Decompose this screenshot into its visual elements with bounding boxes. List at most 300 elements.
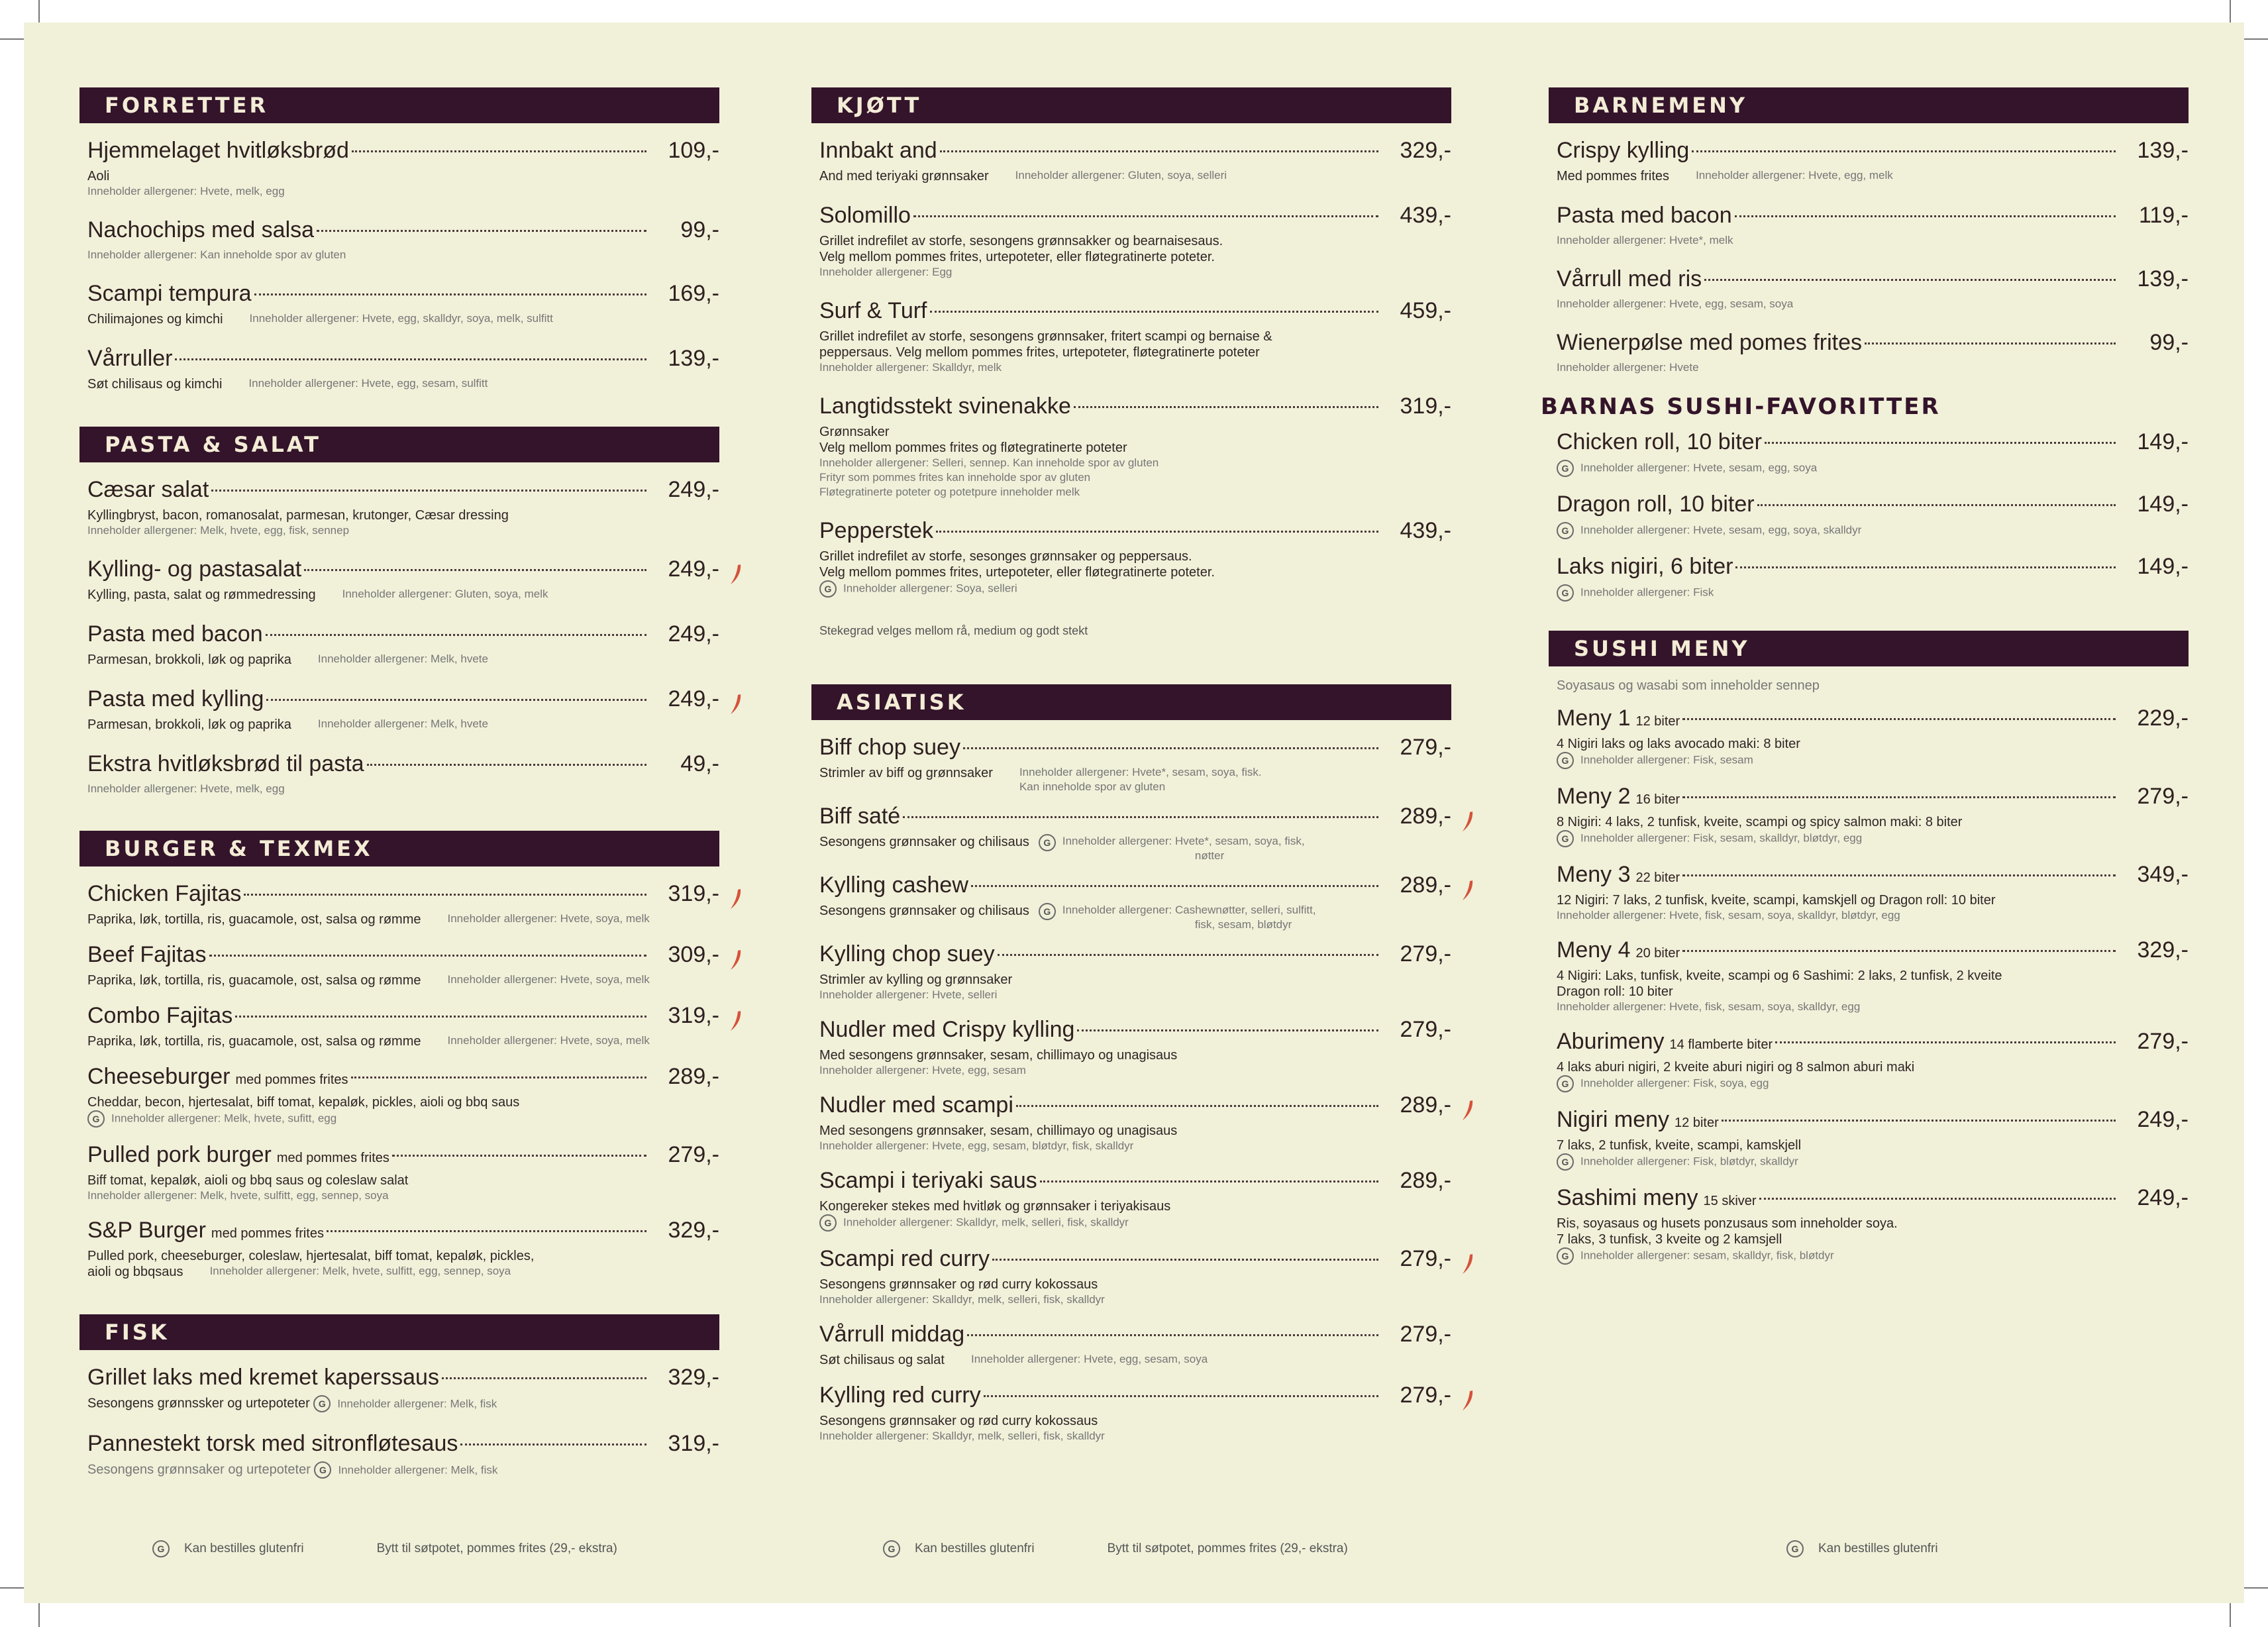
item-desc: 4 Nigiri laks og laks avocado maki: 8 biter xyxy=(1557,737,1800,751)
item-price: 99,- xyxy=(680,217,719,242)
section-pasta-salat xyxy=(79,427,719,796)
item-desc: Strimler av biff og grønnsaker xyxy=(819,766,993,780)
menu-item xyxy=(811,941,1451,1002)
item-desc: Biff tomat, kepaløk, aioli og bbq saus og coleslaw salat xyxy=(87,1173,409,1188)
item-desc: 7 laks, 2 tunfisk, kveite, scampi, kamskjell xyxy=(1557,1138,1802,1153)
item-allergy: Inneholder allergener: Hvete, egg, sesam xyxy=(819,1064,1026,1076)
item-desc: Sesongens grønnsaker og rød curry kokossaus xyxy=(819,1414,1098,1428)
menu-item xyxy=(79,1218,719,1280)
menu-item xyxy=(1549,138,2189,184)
item-allergy-2: Frityr som pommes frites kan inneholde spor av gluten xyxy=(819,471,1091,484)
chili-icon xyxy=(1461,1099,1475,1122)
item-allergy: Inneholder allergener: Fisk xyxy=(1580,586,1714,599)
menu-item xyxy=(811,394,1451,499)
item-name: Chicken Fajitas xyxy=(87,881,242,906)
item-name: Hjemmelaget hvitløksbrød xyxy=(87,138,349,163)
section-asiatisk xyxy=(811,684,1451,1443)
item-allergy: Inneholder allergener: Gluten, soya, melk xyxy=(342,588,548,600)
item-desc: 12 Nigiri: 7 laks, 2 tunfisk, kveite, scampi, kamskjell og Dragon roll: 10 biter xyxy=(1557,893,1996,908)
item-price: 349,- xyxy=(2137,862,2189,887)
item-name: Nudler med scampi xyxy=(819,1092,1013,1118)
section-title: ASIATISK xyxy=(811,684,1451,720)
item-allergy: Inneholder allergener: Kan inneholde spor av gluten xyxy=(87,248,346,261)
item-name: Langtidsstekt svinenakke xyxy=(819,394,1071,419)
crop-mark xyxy=(38,1603,40,1627)
menu-item xyxy=(79,881,719,927)
gluten-free-icon: G xyxy=(1557,1153,1574,1171)
item-suffix: med pommes frites xyxy=(235,1073,348,1087)
item-price: 169,- xyxy=(668,281,719,306)
item-price: 289,- xyxy=(1400,1092,1451,1118)
item-name: Kylling chop suey xyxy=(819,941,995,967)
menu-item xyxy=(811,518,1451,598)
gluten-free-icon: G xyxy=(1557,1075,1574,1092)
item-desc: Søt chilisaus og salat xyxy=(819,1353,945,1367)
item-suffix: med pommes frites xyxy=(211,1226,324,1241)
item-name: Meny 4 xyxy=(1557,937,1631,963)
menu-item xyxy=(811,804,1451,863)
item-desc: Kongereker stekes med hvitløk og grønnsaker i teriyakisaus xyxy=(819,1199,1171,1214)
gluten-free-icon: G xyxy=(1786,1540,1804,1557)
item-name: Dragon roll, 10 biter xyxy=(1557,492,1755,517)
gluten-free-icon: G xyxy=(819,1214,837,1232)
item-name: Pasta med bacon xyxy=(87,621,263,647)
item-allergy-3: Fløtegratinerte poteter og potetpure inneholder melk xyxy=(819,486,1080,498)
chili-icon xyxy=(729,693,743,715)
menu-item xyxy=(1549,330,2189,375)
section-title: KJØTT xyxy=(811,87,1451,123)
item-name: Meny 1 xyxy=(1557,706,1631,731)
item-name: Nudler med Crispy kylling xyxy=(819,1017,1075,1042)
item-name: Scampi red curry xyxy=(819,1246,990,1271)
item-allergy-2: nøtter xyxy=(1194,849,1225,862)
section-forretter xyxy=(79,87,719,392)
gluten-free-icon: G xyxy=(87,1110,105,1128)
menu-item xyxy=(79,751,719,796)
item-price: 279,- xyxy=(1400,1017,1451,1042)
item-name: Vårrull middag xyxy=(819,1322,965,1347)
item-name: Pasta med bacon xyxy=(1557,203,1732,228)
item-price: 329,- xyxy=(2137,937,2189,963)
item-allergy: Inneholder allergener: Melk, hvete, egg, fisk, sennep xyxy=(87,524,350,537)
item-name: Chicken roll, 10 biter xyxy=(1557,429,1762,454)
item-price: 149,- xyxy=(2137,492,2189,517)
item-name: Scampi tempura xyxy=(87,281,252,306)
item-allergy: Inneholder allergener: Selleri, sennep. Kan inneholde spor av gluten xyxy=(819,456,1159,469)
menu-item xyxy=(811,138,1451,184)
item-price: 329,- xyxy=(668,1218,719,1243)
item-allergy: Inneholder allergener: Hvete*, sesam, soya, fisk, xyxy=(1062,835,1305,847)
item-name: Pannestekt torsk med sitronfløtesaus xyxy=(87,1431,458,1456)
item-allergy: Inneholder allergener: Fisk, sesam xyxy=(1580,753,1753,766)
chili-icon xyxy=(729,1010,743,1032)
item-allergy: Inneholder allergener: Hvete, fisk, sesam, soya, skalldyr, egg xyxy=(1557,1000,1861,1013)
item-desc: Grønnsaker xyxy=(819,425,890,439)
menu-item xyxy=(1549,554,2189,602)
item-allergy: Inneholder allergener: Hvete, soya, melk xyxy=(447,912,650,925)
item-desc: Parmesan, brokkoli, løk og paprika xyxy=(87,653,291,667)
item-desc: Sesongens grønnsaker og chilisaus xyxy=(819,835,1029,849)
menu-item xyxy=(1549,492,2189,539)
item-allergy: Inneholder allergener: Hvete, sesam, egg, soya xyxy=(1580,461,1818,474)
item-price: 279,- xyxy=(2137,1029,2189,1054)
menu-item xyxy=(1549,937,2189,1014)
footer-glutenfree: Kan bestilles glutenfri xyxy=(915,1542,1035,1555)
section-barnas-sushi xyxy=(1541,394,2189,602)
item-price: 439,- xyxy=(1400,518,1451,543)
item-allergy: Inneholder allergener: Melk, fisk xyxy=(338,1463,498,1477)
item-desc-2: peppersaus. Velg mellom pommes frites, urtepoteter, fløtegratinerte poteter xyxy=(819,345,1260,360)
menu-item xyxy=(1549,784,2189,847)
gluten-free-icon: G xyxy=(883,1540,900,1557)
section-title: BURGER & TEXMEX xyxy=(79,831,719,866)
item-name: Biff saté xyxy=(819,804,901,829)
sushi-intro: Soyasaus og wasabi som inneholder sennep xyxy=(1557,678,1820,693)
menu-item xyxy=(1549,203,2189,248)
item-desc: Ris, soyasaus og husets ponzusaus som inneholder soya. xyxy=(1557,1216,1898,1231)
item-price: 249,- xyxy=(668,477,719,502)
item-name: Sashimi meny xyxy=(1557,1185,1698,1210)
gluten-free-icon: G xyxy=(314,1461,331,1479)
menu-item xyxy=(811,203,1451,280)
item-allergy: Inneholder allergener: Hvete, egg, sesam, bløtdyr, fisk, skalldyr xyxy=(819,1139,1134,1152)
item-allergy: Inneholder allergener: Egg xyxy=(819,266,953,278)
item-allergy: Inneholder allergener: Hvete, soya, melk xyxy=(447,973,650,986)
section-burger-texmex xyxy=(79,831,719,1280)
gluten-free-icon: G xyxy=(1557,522,1574,539)
item-price: 319,- xyxy=(1400,394,1451,419)
item-desc: Med pommes frites xyxy=(1557,169,1670,184)
item-desc: Aoli xyxy=(87,169,110,184)
menu-item xyxy=(811,1383,1451,1443)
item-allergy: Inneholder allergener: Fisk, soya, egg xyxy=(1580,1076,1769,1090)
item-desc-2: Velg mellom pommes frites, urtepoteter, eller fløtegratinerte poteter. xyxy=(819,565,1215,580)
item-desc: Pulled pork, cheeseburger, coleslaw, hjertesalat, biff tomat, kepaløk, pickles, xyxy=(87,1249,535,1263)
item-allergy: Inneholder allergener: Melk, hvete, sufitt, egg xyxy=(111,1112,337,1125)
item-allergy: Inneholder allergener: Hvete, egg, sesam, soya xyxy=(970,1353,1208,1365)
item-desc: Strimler av kylling og grønnsaker xyxy=(819,972,1013,987)
item-price: 119,- xyxy=(2139,203,2189,228)
item-allergy: Inneholder allergener: Hvete, soya, melk xyxy=(447,1034,650,1047)
item-desc: Sesongens grønnssker og urtepoteter xyxy=(87,1396,310,1411)
item-name: Kylling- og pastasalat xyxy=(87,556,302,582)
item-name: Surf & Turf xyxy=(819,298,927,323)
menu-item xyxy=(79,477,719,538)
item-allergy: Inneholder allergener: Hvete, melk, egg xyxy=(87,185,285,197)
item-name: Nachochips med salsa xyxy=(87,217,315,242)
item-desc: Søt chilisaus og kimchi xyxy=(87,377,223,392)
item-allergy: Inneholder allergener: Soya, selleri xyxy=(843,582,1017,595)
item-price: 249,- xyxy=(668,556,719,582)
item-price: 289,- xyxy=(668,1064,719,1089)
item-suffix: 20 biter xyxy=(1635,946,1680,961)
crop-mark xyxy=(0,38,24,40)
gluten-free-icon: G xyxy=(1039,834,1056,851)
item-price: 329,- xyxy=(1400,138,1451,163)
item-name: Vårruller xyxy=(87,346,173,371)
item-name: Biff chop suey xyxy=(819,735,960,760)
menu-item xyxy=(811,1322,1451,1368)
item-name: Laks nigiri, 6 biter xyxy=(1557,554,1733,579)
item-desc: Sesongens grønnsaker og urtepoteter xyxy=(87,1462,311,1477)
item-suffix: 15 skiver xyxy=(1703,1194,1757,1208)
item-allergy: Inneholder allergener: Fisk, bløtdyr, skalldyr xyxy=(1580,1155,1798,1168)
item-price: 149,- xyxy=(2137,554,2189,579)
menu-item xyxy=(1549,706,2189,769)
menu-item xyxy=(1549,1107,2189,1171)
item-desc: Sesongens grønnsaker og chilisaus xyxy=(819,904,1029,918)
item-price: 279,- xyxy=(1400,1383,1451,1408)
item-allergy: Inneholder allergener: Hvete, melk, egg xyxy=(87,782,285,795)
item-allergy: Inneholder allergener: Hvete xyxy=(1557,361,1699,374)
item-name: Aburimeny xyxy=(1557,1029,1665,1054)
item-name: Scampi i teriyaki saus xyxy=(819,1168,1037,1193)
section-title: BARNAS SUSHI-FAVORITTER xyxy=(1541,394,1941,420)
item-price: 279,- xyxy=(1400,735,1451,760)
chili-icon xyxy=(1461,879,1475,902)
menu-item xyxy=(79,346,719,392)
item-desc: Kylling, pasta, salat og rømmedressing xyxy=(87,588,316,602)
item-name: Crispy kylling xyxy=(1557,138,1690,163)
crop-mark xyxy=(2244,1587,2268,1589)
item-price: 249,- xyxy=(2137,1185,2189,1210)
item-allergy: Inneholder allergener: Melk, hvete xyxy=(317,717,488,730)
menu-item xyxy=(79,1365,719,1412)
gluten-free-icon: G xyxy=(1557,752,1574,769)
gluten-free-icon: G xyxy=(1557,460,1574,477)
footer-glutenfree: Kan bestilles glutenfri xyxy=(1818,1542,1938,1555)
item-allergy: Inneholder allergener: Gluten, soya, selleri xyxy=(1015,169,1227,182)
item-desc: 4 Nigiri: Laks, tunfisk, kveite, scampi og 6 Sashimi: 2 laks, 2 tunfisk, 2 kveite xyxy=(1557,969,2002,983)
item-allergy-2: fisk, sesam, bløtdyr xyxy=(1194,918,1292,931)
item-allergy: Inneholder allergener: Cashewnøtter, selleri, sulfitt, xyxy=(1062,904,1316,916)
item-name: Pulled pork burger xyxy=(87,1142,272,1167)
gluten-free-icon: G xyxy=(1557,830,1574,847)
item-name: Pepperstek xyxy=(819,518,933,543)
item-price: 249,- xyxy=(668,686,719,711)
doneness-note: Stekegrad velges mellom rå, medium og godt stekt xyxy=(819,624,1088,637)
item-price: 279,- xyxy=(2137,784,2189,809)
menu-item xyxy=(79,1431,719,1479)
menu-item xyxy=(811,298,1451,375)
item-allergy: Inneholder allergener: Melk, hvete, sulfitt, egg, sennep, soya xyxy=(87,1189,389,1202)
item-name: Beef Fajitas xyxy=(87,942,207,967)
footer-glutenfree: Kan bestilles glutenfri xyxy=(184,1542,304,1555)
item-price: 279,- xyxy=(1400,1246,1451,1271)
item-desc-2: Dragon roll: 10 biter xyxy=(1557,984,1673,999)
item-desc: Med sesongens grønnsaker, sesam, chillimayo og unagisaus xyxy=(819,1048,1178,1063)
menu-item xyxy=(811,872,1451,932)
menu-item xyxy=(79,281,719,327)
item-name: Cheeseburger xyxy=(87,1064,231,1089)
item-desc: Sesongens grønnsaker og rød curry kokossaus xyxy=(819,1277,1098,1292)
item-allergy: Inneholder allergener: Hvete, egg, sesam, soya xyxy=(1557,297,1794,310)
item-name: Cæsar salat xyxy=(87,477,209,502)
item-suffix: 12 biter xyxy=(1635,714,1680,729)
item-price: 149,- xyxy=(2137,429,2189,454)
chili-icon xyxy=(1461,1253,1475,1275)
gluten-free-icon: G xyxy=(1039,903,1056,920)
item-name: Meny 2 xyxy=(1557,784,1631,809)
item-name: S&P Burger xyxy=(87,1218,206,1243)
item-desc: Grillet indrefilet av storfe, sesongens grønnsaker, fritert scampi og bernaise & xyxy=(819,329,1272,344)
menu-item xyxy=(79,556,719,603)
item-desc-2: 7 laks, 3 tunfisk, 3 kveite og 2 kamsjell xyxy=(1557,1232,1782,1247)
item-allergy: Inneholder allergener: sesam, skalldyr, fisk, bløtdyr xyxy=(1580,1249,1834,1262)
item-price: 289,- xyxy=(1400,872,1451,898)
menu-item xyxy=(811,1092,1451,1153)
menu-item xyxy=(79,1064,719,1128)
item-price: 279,- xyxy=(1400,941,1451,967)
item-price: 139,- xyxy=(2137,266,2189,291)
menu-item xyxy=(811,1168,1451,1232)
menu-item xyxy=(811,1017,1451,1078)
crop-mark xyxy=(38,0,40,23)
item-allergy: Inneholder allergener: Hvete, selleri xyxy=(819,988,998,1001)
menu-item xyxy=(79,942,719,988)
item-desc: 8 Nigiri: 4 laks, 2 tunfisk, kveite, scampi og spicy salmon maki: 8 biter xyxy=(1557,815,1963,829)
section-barnemeny xyxy=(1549,87,2189,375)
item-name: Combo Fajitas xyxy=(87,1003,233,1028)
item-price: 329,- xyxy=(668,1365,719,1390)
item-suffix: 14 flamberte biter xyxy=(1669,1037,1773,1052)
item-price: 139,- xyxy=(668,346,719,371)
menu-item xyxy=(79,1003,719,1049)
gluten-free-icon: G xyxy=(819,580,837,598)
menu-item xyxy=(811,735,1451,794)
menu-item xyxy=(1549,266,2189,311)
item-price: 249,- xyxy=(2137,1107,2189,1132)
item-desc: Paprika, løk, tortilla, ris, guacamole, ost, salsa og rømme xyxy=(87,973,421,988)
menu-item xyxy=(1549,862,2189,923)
menu-item xyxy=(1549,1029,2189,1092)
item-allergy: Inneholder allergener: Hvete, egg, melk xyxy=(1696,169,1893,182)
item-price: 249,- xyxy=(668,621,719,647)
item-price: 49,- xyxy=(680,751,719,776)
item-name: Solomillo xyxy=(819,203,911,228)
item-price: 439,- xyxy=(1400,203,1451,228)
section-fisk xyxy=(79,1314,719,1479)
item-price: 319,- xyxy=(668,881,719,906)
section-title: SUSHI MENY xyxy=(1549,631,2189,666)
item-desc: Kyllingbryst, bacon, romanosalat, parmesan, krutonger, Cæsar dressing xyxy=(87,508,509,523)
gluten-free-icon: G xyxy=(1557,1247,1574,1265)
section-title: FORRETTER xyxy=(79,87,719,123)
item-price: 229,- xyxy=(2137,706,2189,731)
item-price: 279,- xyxy=(668,1142,719,1167)
item-price: 289,- xyxy=(1400,804,1451,829)
item-allergy-2: Kan inneholde spor av gluten xyxy=(1019,780,1166,793)
item-desc: Grillet indrefilet av storfe, sesongens grønnsakker og bearnaisesaus. xyxy=(819,234,1223,248)
section-sushi-meny xyxy=(1549,631,2189,1265)
item-name: Grillet laks med kremet kaperssaus xyxy=(87,1365,439,1390)
crop-mark xyxy=(0,1587,24,1589)
item-desc: Med sesongens grønnsaker, sesam, chillimayo og unagisaus xyxy=(819,1124,1178,1138)
menu-item xyxy=(79,217,719,262)
item-allergy: Inneholder allergener: Skalldyr, melk, selleri, fisk, skalldyr xyxy=(843,1216,1129,1229)
item-allergy: Inneholder allergener: Hvete*, sesam, soya, fisk. xyxy=(1019,766,1262,778)
item-price: 319,- xyxy=(668,1431,719,1456)
crop-mark xyxy=(2230,0,2231,23)
gluten-free-icon: G xyxy=(152,1540,170,1557)
item-allergy: Inneholder allergener: Hvete, fisk, sesam, soya, skalldyr, bløtdyr, egg xyxy=(1557,909,1900,921)
chili-icon xyxy=(729,888,743,910)
item-desc: And med teriyaki grønnsaker xyxy=(819,169,989,184)
footer-swap: Bytt til søtpotet, pommes frites (29,- ekstra) xyxy=(1107,1542,1348,1555)
chili-icon xyxy=(729,563,743,586)
item-desc: Cheddar, becon, hjertesalat, biff tomat, kepaløk, pickles, aioli og bbq saus xyxy=(87,1095,520,1110)
item-desc: Paprika, løk, tortilla, ris, guacamole, ost, salsa og rømme xyxy=(87,1034,421,1049)
item-desc: Parmesan, brokkoli, løk og paprika xyxy=(87,717,291,732)
section-title: BARNEMENY xyxy=(1549,87,2189,123)
item-allergy: Inneholder allergener: Fisk, sesam, skalldyr, bløtdyr, egg xyxy=(1580,831,1863,845)
item-name: Pasta med kylling xyxy=(87,686,264,711)
item-desc-2: Velg mellom pommes frites, urtepoteter, eller fløtegratinerte poteter. xyxy=(819,250,1215,264)
item-name: Meny 3 xyxy=(1557,862,1631,887)
crop-mark xyxy=(2230,1603,2231,1627)
item-desc-2: aioli og bbqsaus xyxy=(87,1265,183,1279)
crop-mark xyxy=(2244,38,2268,40)
item-suffix: 16 biter xyxy=(1635,792,1680,807)
item-allergy: Inneholder allergener: Skalldyr, melk xyxy=(819,361,1002,374)
chili-icon xyxy=(729,949,743,971)
item-allergy: Inneholder allergener: Skalldyr, melk, selleri, fisk, skalldyr xyxy=(819,1430,1105,1442)
item-allergy: Inneholder allergener: Melk, hvete, sulfitt, egg, sennep, soya xyxy=(209,1265,511,1277)
column-right xyxy=(1541,87,2189,1299)
chili-icon xyxy=(1461,810,1475,833)
item-name: Kylling cashew xyxy=(819,872,968,898)
item-price: 139,- xyxy=(2137,138,2189,163)
item-price: 319,- xyxy=(668,1003,719,1028)
item-suffix: 22 biter xyxy=(1635,870,1680,885)
item-price: 289,- xyxy=(1400,1168,1451,1193)
footer-middle xyxy=(883,1540,1348,1557)
section-title: FISK xyxy=(79,1314,719,1350)
item-allergy: Inneholder allergener: Hvete, egg, sesam, sulfitt xyxy=(248,377,488,390)
item-allergy: Inneholder allergener: Hvete, egg, skalldyr, soya, melk, sulfitt xyxy=(249,312,553,325)
gluten-free-icon: G xyxy=(313,1395,331,1412)
item-name: Ekstra hvitløksbrød til pasta xyxy=(87,751,364,776)
footer-swap: Bytt til søtpotet, pommes frites (29,- ekstra) xyxy=(376,1542,617,1555)
section-kjott xyxy=(811,87,1451,638)
menu-item xyxy=(1549,429,2189,477)
footer-left xyxy=(152,1540,617,1557)
section-title: PASTA & SALAT xyxy=(79,427,719,462)
menu-item xyxy=(79,621,719,668)
item-price: 99,- xyxy=(2149,330,2189,355)
item-price: 109,- xyxy=(668,138,719,163)
item-price: 279,- xyxy=(1400,1322,1451,1347)
footer-right xyxy=(1786,1540,1938,1557)
item-suffix: med pommes frites xyxy=(276,1151,389,1165)
column-middle xyxy=(811,87,1451,1478)
item-allergy: Inneholder allergener: Hvete, sesam, egg, soya, skalldyr xyxy=(1580,523,1862,537)
menu-item xyxy=(1549,1185,2189,1265)
item-price: 309,- xyxy=(668,942,719,967)
menu-item xyxy=(79,138,719,199)
item-allergy: Inneholder allergener: Hvete*, melk xyxy=(1557,234,1733,246)
item-suffix: 12 biter xyxy=(1675,1116,1719,1130)
item-desc: Chilimajones og kimchi xyxy=(87,312,223,327)
chili-icon xyxy=(1461,1389,1475,1412)
item-name: Kylling red curry xyxy=(819,1383,981,1408)
item-desc: Grillet indrefilet av storfe, sesonges grønnsaker og peppersaus. xyxy=(819,549,1192,564)
gluten-free-icon: G xyxy=(1557,584,1574,602)
item-name: Wienerpølse med pomes frites xyxy=(1557,330,1863,355)
item-name: Innbakt and xyxy=(819,138,937,163)
item-price: 459,- xyxy=(1400,298,1451,323)
item-allergy: Inneholder allergener: Melk, fisk xyxy=(337,1397,497,1410)
